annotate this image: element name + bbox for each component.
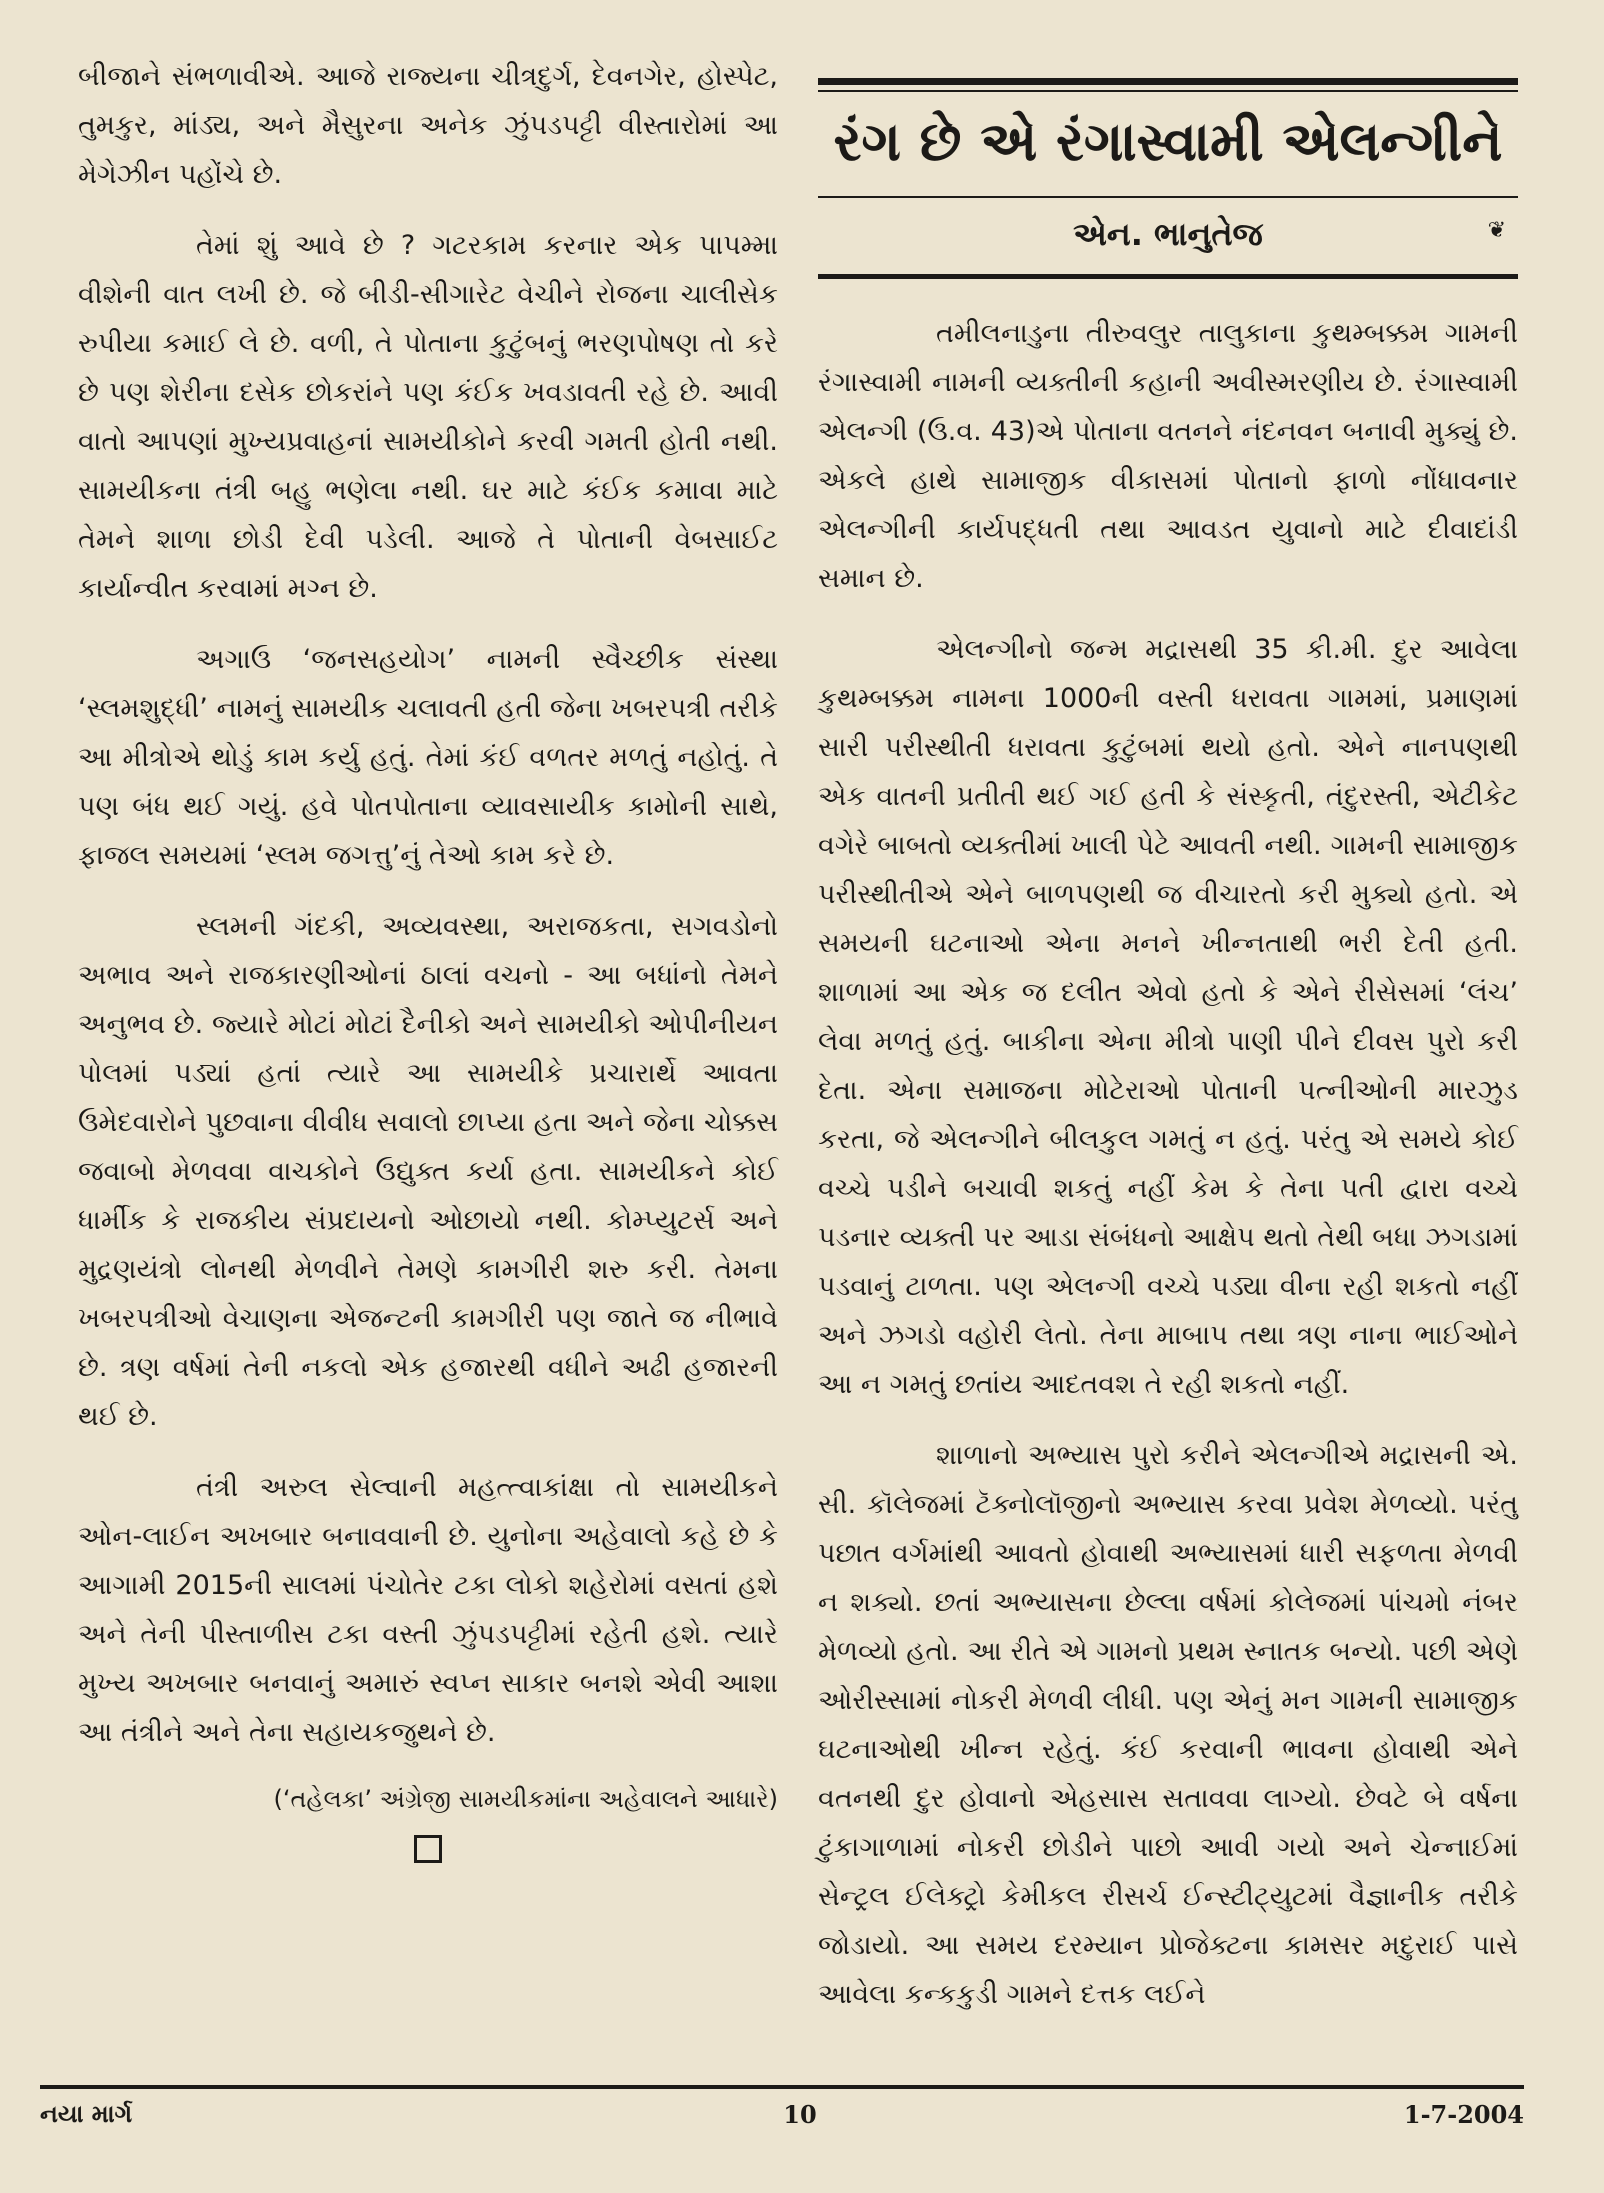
left-paragraph-2: તેમાં શું આવે છે ? ગટરકામ કરનાર એક પાપમ્મા વીશેની વાત લખી છે. જે બીડી-સીગારેટ વેચીને રોજના ચાલીસેક રુપીયા કમાઈ લે છે. વળી, તે પોતાના કુટુંબનું ભરણપોષણ તો કરે છે પણ શેરીના દસેક છોકરાંને પણ કંઈક ખવડાવતી રહે છે. આવી વાતો આપણાં મુખ્યપ્રવાહનાં સામયીકોને કરવી ગમતી હોતી નથી. સામયીકના તંત્રી બહુ ભણેલા નથી. ઘર માટે કંઈક કમાવા માટે તેમને શાળા છોડી દેવી પડેલી. આજે તે પોતાની વેબસાઈટ કાર્યાન્વીત કરવામાં મગ્ન છે. [78, 230, 778, 604]
footer-page-number: 10 [783, 2100, 817, 2129]
title-rule-top [818, 78, 1518, 85]
ornament-icon: ❦ [1487, 218, 1506, 243]
article-paragraph-2: એલન્ગીનો જન્મ મદ્રાસથી 35 કી.મી. દુર આવેલા કુથમ્બક્કમ નામના 1000ની વસ્તી ધરાવતા ગામમાં, પ્રમાણમાં સારી પરીસ્થીતી ધરાવતા કુટુંબમાં થયો હતો. એને નાનપણથી એક વાતની પ્રતીતી થઈ ગઈ હતી કે સંસ્કૃતી, તંદુરસ્તી, એટીકેટ વગેરે બાબતો વ્યક્તીમાં ખાલી પેટે આવતી નથી. ગામની સામાજીક પરીસ્થીતીએ એને બાળપણથી જ વીચારતો કરી મુક્યો હતો. એ સમયની ઘટનાઓ એના મનને ખીન્નતાથી ભરી દેતી હતી. શાળામાં આ એક જ દલીત એવો હતો કે એને રીસેસમાં ‘લંચ’ લેવા મળતું હતું. બાકીના એના મીત્રો પાણી પીને દીવસ પુરો કરી દેતા. એના સમાજના મોટેરાઓ પોતાની પત્નીઓની મારઝુડ કરતા, જે એલન્ગીને બીલકુલ ગમતું ન હતું. પરંતુ એ સમયે કોઈ વચ્ચે પડીને બચાવી શકતું નહીં કેમ કે તેના પતી દ્વારા વચ્ચે પડનાર વ્યક્તી પર આડા સંબંધનો આક્ષેપ થતો તેથી બધા ઝગડામાં પડવાનું ટાળતા. પણ એલન્ગી વચ્ચે પડ્યા વીના રહી શકતો નહીં અને ઝગડો વહોરી લેતો. તેના માબાપ તથા ત્રણ નાના ભાઈઓને આ ન ગમતું છતાંય આદતવશ તે રહી શકતો નહીં. [818, 634, 1518, 1400]
footer-date: 1-7-2004 [1403, 2100, 1524, 2129]
left-paragraph-3: અગાઉ ‘જનસહયોગ’ નામની સ્વૈચ્છીક સંસ્થા ‘સ્લમશુદ્ધી’ નામનું સામયીક ચલાવતી હતી જેના ખબરપત્રી તરીકે આ મીત્રોએ થોડું કામ કર્યુ હતું. તેમાં કંઈ વળતર મળતું નહોતું. તે પણ બંધ થઈ ગયું. હવે પોતપોતાના વ્યાવસાયીક કામોની સાથે, ફાજલ સમયમાં ‘સ્લમ જગત્તુ’નું તેઓ કામ કરે છે. [78, 644, 778, 871]
right-column [818, 52, 1518, 2041]
footer-rule [40, 2085, 1524, 2089]
left-column [78, 52, 778, 1863]
footer-magazine-name: નયા માર્ગ [40, 2100, 133, 2128]
left-paragraph-4: સ્લમની ગંદકી, અવ્યવસ્થા, અરાજકતા, સગવડોનો અભાવ અને રાજકારણીઓનાં ઠાલાં વચનો - આ બધાંનો તેમને અનુભવ છે. જ્યારે મોટાં મોટાં દૈનીકો અને સામયીકો ઓપીનીયન પોલમાં પડ્યાં હતાં ત્યારે આ સામયીકે પ્રચારાર્થે આવતા ઉમેદવારોને પુછવાના વીવીધ સવાલો છાપ્યા હતા અને જેના ચોક્કસ જવાબો મેળવવા વાચકોને ઉદ્યુક્ત કર્યા હતા. સામયીકને કોઈ ધાર્મીક કે રાજકીય સંપ્રદાયનો ઓછાયો નથી. કોમ્પ્યુટર્સ અને મુદ્રણયંત્રો લોનથી મેળવીને તેમણે કામગીરી શરુ કરી. તેમના ખબરપત્રીઓ વેચાણના એજન્ટની કામગીરી પણ જાતે જ નીભાવે છે. ત્રણ વર્ષમાં તેની નકલો એક હજારથી વધીને અઢી હજારની થઈ છે. [78, 911, 778, 1432]
article-paragraph-3: શાળાનો અભ્યાસ પુરો કરીને એલન્ગીએ મદ્રાસની એ. સી. કૉલેજમાં ટૅક્નોલૉજીનો અભ્યાસ કરવા પ્રવેશ મેળવ્યો. પરંતુ પછાત વર્ગમાંથી આવતો હોવાથી અભ્યાસમાં ધારી સફળતા મેળવી ન શક્યો. છતાં અભ્યાસના છેલ્લા વર્ષમાં કોલેજમાં પાંચમો નંબર મેળવ્યો હતો. આ રીતે એ ગામનો પ્રથમ સ્નાતક બન્યો. પછી એણે ઓરીસ્સામાં નોકરી મેળવી લીધી. પણ એનું મન ગામની સામાજીક ઘટનાઓથી ખીન્ન રહેતું. કંઈ કરવાની ભાવના હોવાથી એને વતનથી દુર હોવાનો એહસાસ સતાવવા લાગ્યો. છેવટે બે વર્ષના ટુંકાગાળામાં નોકરી છોડીને પાછો આવી ગયો અને ચેન્નાઈમાં સેન્ટ્રલ ઈલેક્ટ્રો કેમીકલ રીસર્ચ ઈન્સ્ટીટ્યુટમાં વૈજ્ઞાનીક તરીકે જોડાયો. આ સમય દરમ્યાન પ્રોજેક્ટના કામસર મદુરાઈ પાસે આવેલા કન્કકુડી ગામને દત્તક લઈને [818, 1440, 1518, 2010]
article-paragraph-1: તમીલનાડુના તીરુવલુર તાલુકાના કુથમ્બક્કમ ગામની રંગાસ્વામી નામની વ્યક્તીની કહાની અવીસ્મરણીય છે. રંગાસ્વામી એલન્ગી (ઉ.વ. 43)એ પોતાના વતનને નંદનવન બનાવી મુક્યું છે. એકલે હાથે સામાજીક વીકાસમાં પોતાનો ફાળો નોંધાવનાર એલન્ગીની કાર્યપદ્ધતી તથા આવડત યુવાનો માટે દીવાદાંડી સમાન છે. [818, 318, 1518, 594]
left-paragraph-5: તંત્રી અરુલ સેલ્વાની મહત્ત્વાકાંક્ષા તો સામયીકને ઓન-લાઈન અખબાર બનાવવાની છે. યુનોના અહેવાલો કહે છે કે આગામી 2015ની સાલમાં પંચોતેર ટકા લોકો શહેરોમાં વસતાં હશે અને તેની પીસ્તાળીસ ટકા વસ્તી ઝુંપડપટ્ટીમાં રહેતી હશે. ત્યારે મુખ્ય અખબાર બનવાનું અમારું સ્વપ્ન સાકાર બનશે એવી આશા આ તંત્રીને અને તેના સહાયકજુથને છે. [78, 1472, 778, 1748]
left-paragraph-1: બીજાને સંભળાવીએ. આજે રાજ્યના ચીત્રદુર્ગ, દેવનગેર, હોસ્પેટ, તુમકુર, માંડ્ય, અને મૈસુરના અનેક ઝુંપડપટ્ટી વીસ્તારોમાં આ મેગેઝીન પહોંચે છે. [78, 61, 778, 190]
article-title: રંગ છે એ રંગાસ્વામી એલન્ગીને [833, 110, 1503, 173]
source-note: (‘તહેલકા’ અંગ્રેજી સામયીકમાંના અહેવાલને આધારે) [273, 1785, 778, 1813]
byline-row [818, 198, 1518, 270]
end-of-article-mark [414, 1835, 442, 1863]
title-rule-top-thin [818, 90, 1518, 92]
article-author: એન. ભાનુતેજ [1073, 215, 1263, 253]
byline-rule [818, 274, 1518, 279]
